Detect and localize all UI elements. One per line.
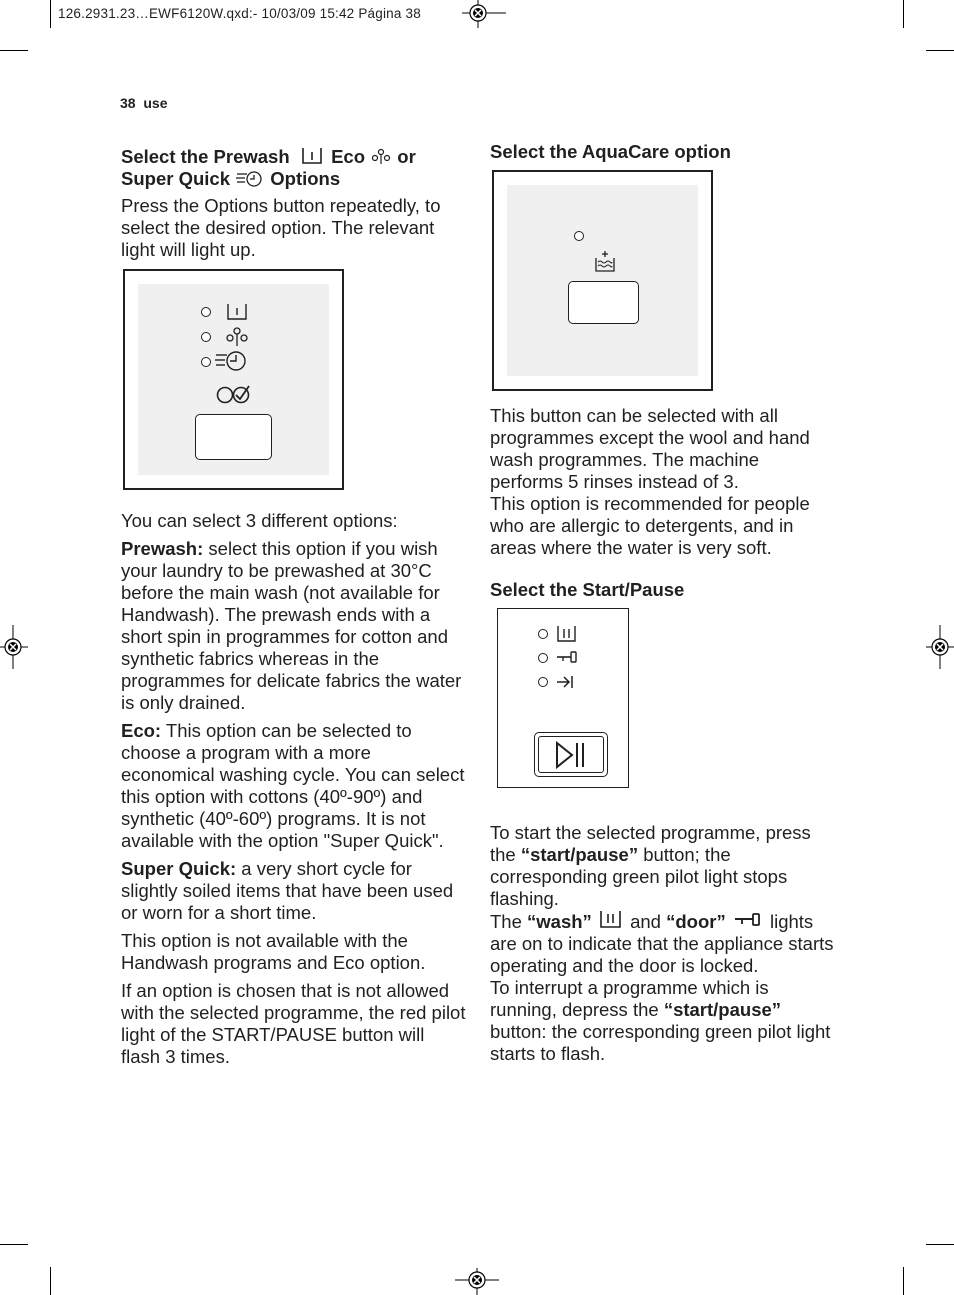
aquacare-panel-figure: [492, 170, 713, 391]
not-allowed-paragraph: If an option is chosen that is not allowed with the selected programme, the red pilot light of the START/PAUSE button will flash 3 times.: [121, 980, 466, 1067]
crop-mark: [0, 1244, 28, 1245]
registration-mark-icon: [926, 625, 954, 669]
eco-icon: [225, 326, 249, 348]
start-pause-description: [490, 822, 835, 1065]
aquacare-led: [574, 231, 584, 241]
super-quick-icon: [213, 349, 249, 373]
start-pause-section: [490, 579, 835, 601]
not-available-paragraph: This option is not available with the Handwash programs and Eco option.: [121, 930, 426, 973]
page-number: 38: [120, 95, 136, 111]
eco-paragraph: Eco: This option can be selected to choose a program with a more economical washing cycle. You can select this option with cottons (40º-90º) and synthetic (40º-60º) programs. It is not available with the option "Super Quick".: [121, 720, 465, 851]
crop-mark: [926, 1244, 954, 1245]
prewash-led: [201, 307, 211, 317]
aquacare-button[interactable]: [568, 281, 639, 324]
door-lock-icon: [555, 649, 581, 667]
aquacare-section: [490, 141, 835, 163]
crop-mark: [903, 1267, 904, 1295]
registration-mark-icon: [462, 0, 506, 28]
crop-mark: [903, 0, 904, 28]
start-paragraph-1: To start the selected programme, press the “start/pause” button; the corresponding green pilot light stops flashing.: [490, 822, 811, 909]
options-panel-figure: [123, 269, 344, 490]
start-paragraph-2: The “wash” and “door” lights are on to indicate that the appliance starts operating and the door is locked.: [490, 911, 834, 976]
super-quick-paragraph: Super Quick: a very short cycle for slightly soiled items that have been used or worn for a short time.: [121, 858, 454, 923]
start-paragraph-3: To interrupt a programme which is running, depress the “start/pause” button: the corresponding green pilot light starts to flash.: [490, 977, 831, 1064]
crop-mark: [50, 0, 51, 28]
crop-mark: [50, 1267, 51, 1295]
aquacare-text-2: This option is recommended for people who are allergic to detergents, and in areas where the water is very soft.: [490, 493, 810, 558]
prewash-icon: [225, 302, 249, 322]
registration-mark-icon: [0, 625, 28, 669]
wash-led: [538, 629, 548, 639]
options-button[interactable]: [195, 414, 272, 460]
door-led: [538, 653, 548, 663]
wash-icon: [597, 910, 625, 930]
end-icon: [555, 673, 577, 691]
print-slug: 126.2931.23…EWF6120W.qxd:- 10/03/09 15:42 Página 38: [58, 6, 421, 21]
door-lock-icon: [731, 912, 765, 930]
start-pause-panel-figure: [497, 608, 629, 788]
start-pause-icon: [554, 740, 588, 770]
options-description: [121, 510, 466, 1068]
select-three-text: You can select 3 different options:: [121, 510, 398, 531]
super-quick-led: [201, 357, 211, 367]
options-heading: Select the Prewash Eco or Super Quick Options: [121, 146, 416, 189]
prewash-paragraph: Prewash: select this option if you wish your laundry to be prewashed at 30°C before the main wash (not available for Handwash). The prewash ends with a short spin in programmes for cotton and synthetic fabrics whereas in the programmes for delicate fabrics the water is only drained.: [121, 538, 462, 713]
start-pause-heading: Select the Start/Pause: [490, 579, 685, 600]
page-header: [120, 95, 167, 111]
crop-mark: [0, 50, 28, 51]
section-name: use: [143, 95, 168, 111]
aquacare-heading: Select the AquaCare option: [490, 141, 731, 162]
options-icon: [215, 384, 255, 406]
eco-icon: [370, 147, 392, 165]
aquacare-description: [490, 405, 835, 559]
prewash-icon: [300, 147, 326, 165]
wash-icon: [555, 624, 579, 644]
options-intro: Press the Options button repeatedly, to select the desired option. The relevant light will light up.: [121, 195, 441, 260]
start-pause-button[interactable]: [534, 732, 608, 777]
aquacare-text-1: This button can be selected with all programmes except the wool and hand wash programmes. The machine performs 5 rinses instead of 3.: [490, 405, 810, 492]
eco-led: [201, 332, 211, 342]
registration-mark-icon: [455, 1268, 499, 1295]
super-quick-icon: [235, 169, 265, 187]
end-led: [538, 677, 548, 687]
crop-mark: [926, 50, 954, 51]
aquacare-icon: [593, 250, 617, 274]
options-section: [121, 146, 466, 261]
